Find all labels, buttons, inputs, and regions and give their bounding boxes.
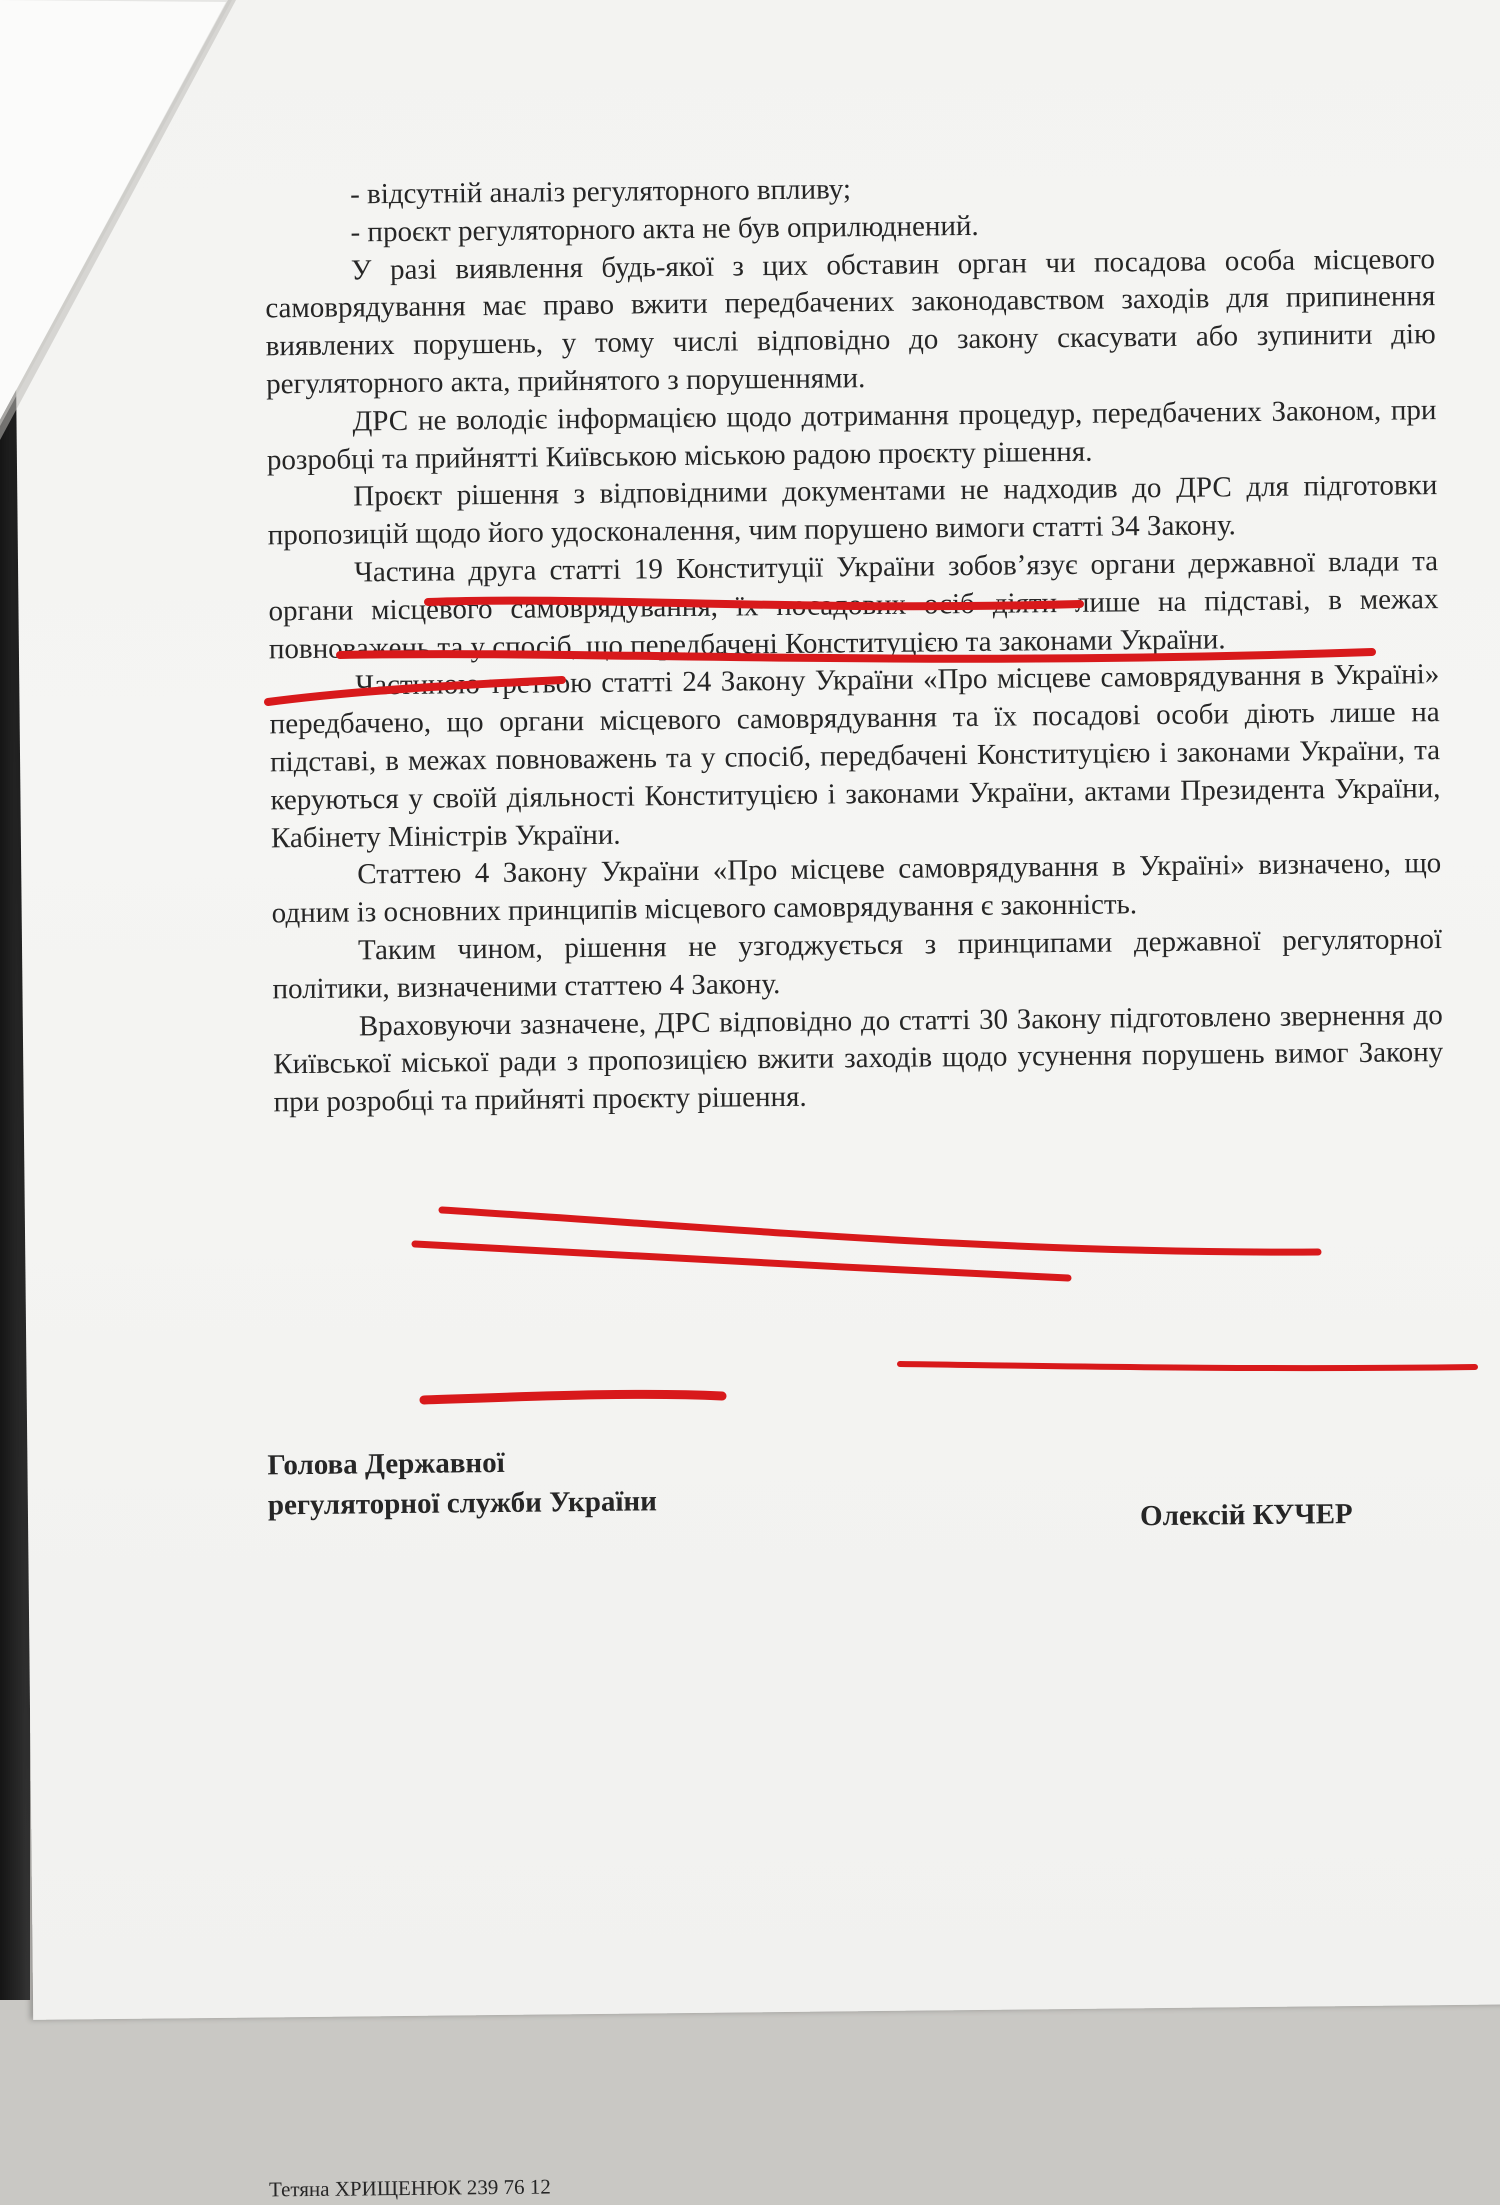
paragraph-2: - проєкт регуляторного акта не був оприлюднений. bbox=[350, 209, 979, 249]
paragraph-4: ДРС не володіє інформацією щодо дотримання процедур, передбачених Законом, при розробці та прийнятті Київською міською радою проєкту рішення. bbox=[266, 393, 1437, 476]
paragraph-5-highlighted: Проєкт рішення з відповідними документами не надходив до ДРС для підготовки пропозицій щодо його удосконалення, чим порушено вимоги статті 34 Закону. bbox=[267, 469, 1438, 552]
executor-contact: Тетяна ХРИЩЕНЮК 239 76 12 bbox=[268, 2174, 551, 2202]
paragraph-8: Статтею 4 Закону України «Про місцеве самоврядування в Україні» визначено, що одним із основних принципів місцевого самоврядування є законність. bbox=[271, 847, 1442, 930]
document-page bbox=[12, 0, 1500, 2202]
signatory-position-line-2: регуляторної служби України bbox=[267, 1485, 658, 1522]
paragraph-7: Частиною третьою статті 24 Закону України «Про місцеве самоврядування в Україні» передбачено, що органи місцевого самоврядування та їх посадові особи діють лише на підставі, в межах повноважень та у спосіб, передбачені Конституцією і законами України, та керуються у своїй діяльності Конституцією і законами України, актами Президента України, Кабінету Міністрів України. bbox=[269, 658, 1441, 854]
paragraph-9-highlighted: Таким чином, рішення не узгоджується з принципами державної регуляторної політики, визначеними статтею 4 Закону. bbox=[272, 923, 1443, 1006]
signatory-position-line-1: Голова Державної bbox=[267, 1446, 505, 1482]
document-body bbox=[264, 165, 1444, 1122]
paragraph-1: - відсутній аналіз регуляторного впливу; bbox=[349, 173, 852, 211]
signatory-name: Олексій КУЧЕР bbox=[1139, 1498, 1353, 1533]
paragraph-6: Частина друга статті 19 Конституції України зобов’язує органи державної влади та органи місцевого самоврядування, їх посадових осіб діяти лише на підставі, в межах повноважень та у спосіб, що передбачені Конституцією та законами України. bbox=[268, 545, 1439, 665]
paragraph-10-highlighted: Враховуючи зазначене, ДРС відповідно до статті 30 Закону підготовлено звернення до Київської міської ради з пропозицією вжити заходів щодо усунення порушень вимог Закону при розробці та прийняті проєкту рішення. bbox=[273, 998, 1444, 1119]
paragraph-3: У разі виявлення будь-якої з цих обставин орган чи посадова особа місцевого самоврядування має право вжити передбачених законодавством заходів для припинення виявлених порушень, у тому числі відповідно до закону скасувати або зупинити дію регуляторного акта, прийнятого з порушеннями. bbox=[265, 242, 1436, 401]
signatory-position bbox=[267, 1441, 657, 1525]
